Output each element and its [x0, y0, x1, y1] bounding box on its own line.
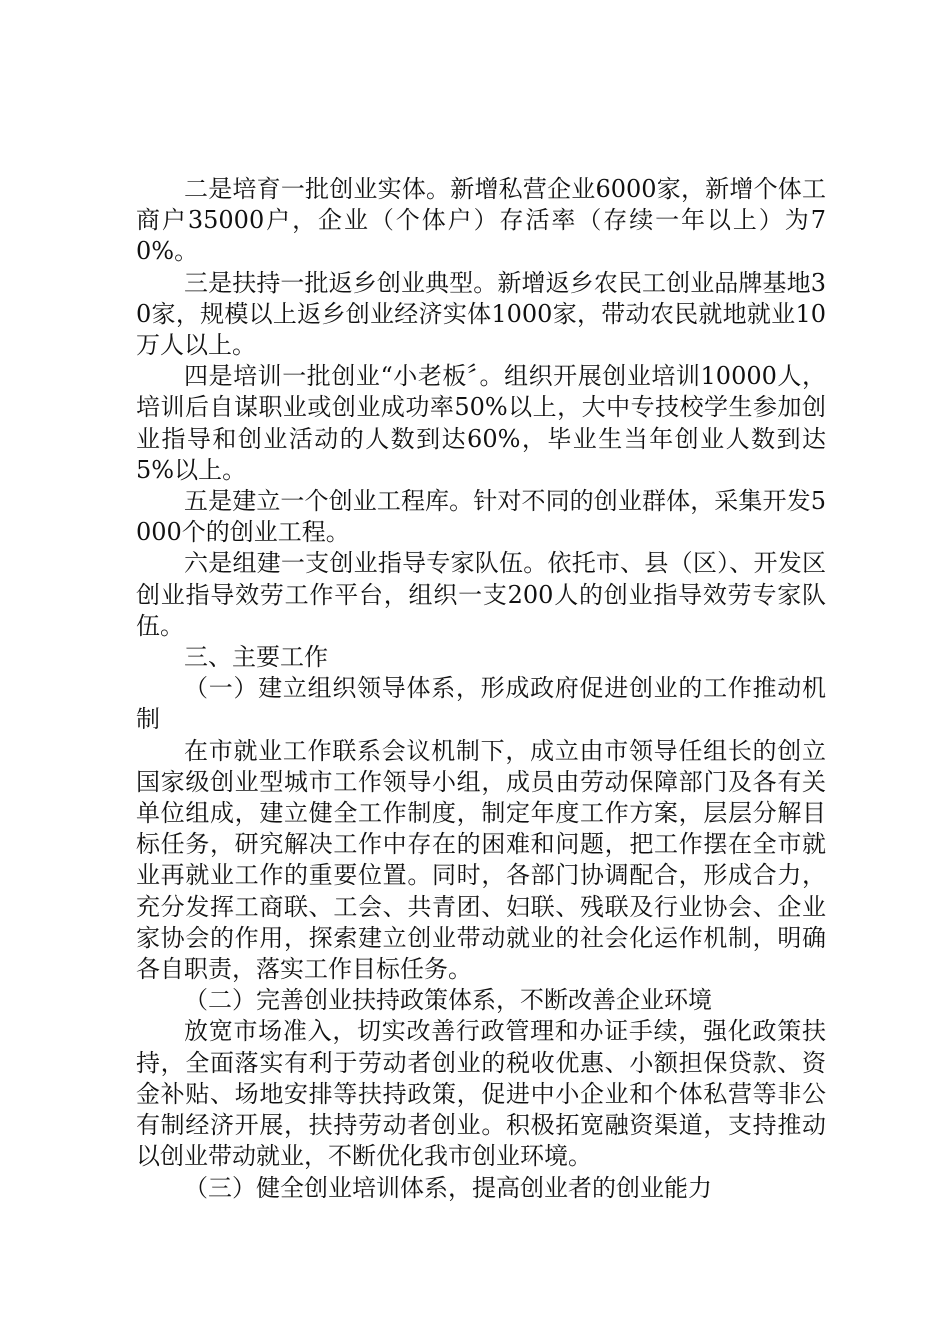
section-heading-main-work: 三、主要工作 — [184, 643, 328, 672]
paragraph-target-returnees: 三是扶持一批返乡创业典型。新增返乡农民工创业品牌基地30家，规模以上返乡创业经济实体1000家，带动农民就地就业10万人以上。 — [136, 268, 826, 360]
subheading-policy-system: （二）完善创业扶持政策体系，不断改善企业环境 — [184, 986, 712, 1015]
subheading-organization-system: （一）建立组织领导体系，形成政府促进创业的工作推动机制 — [136, 674, 826, 734]
paragraph-organization-system: 在市就业工作联系会议机制下，成立由市领导任组长的创立国家级创业型城市工作领导小组，成员由劳动保障部门及各有关单位组成，建立健全工作制度，制定年度工作方案，层层分解目标任务，研究解决工作中存在的困难和问题，把工作摆在全市就业再就业工作的重要位置。同时，各部门协调配合，形成合力，充分发挥工商联、工会、共青团、妇联、残联及行业协会、企业家协会的作用，探索建立创业带动就业的社会化运作机制，明确各自职责，落实工作目标任务。 — [136, 736, 826, 984]
paragraph-target-expert-team: 六是组建一支创业指导专家队伍。依托市、县（区）、开发区创业指导效劳工作平台，组织一支200人的创业指导效劳专家队伍。 — [136, 549, 826, 640]
paragraph-target-project-library: 五是建立一个创业工程库。针对不同的创业群体，采集开发5000个的创业工程。 — [136, 487, 826, 547]
subheading-training-system: （三）健全创业培训体系，提高创业者的创业能力 — [184, 1173, 712, 1202]
paragraph-policy-system: 放宽市场准入，切实改善行政管理和办证手续，强化政策扶持，全面落实有利于劳动者创业的税收优惠、小额担保贷款、资金补贴、场地安排等扶持政策，促进中小企业和个体私营等非公有制经济开展，扶持劳动者创业。积极拓宽融资渠道，支持推动以创业带动就业，不断优化我市创业环境。 — [136, 1017, 826, 1171]
paragraph-target-training: 四是培训一批创业“小老板〞。组织开展创业培训10000人，培训后自谋职业或创业成功率50%以上，大中专技校学生参加创业指导和创业活动的人数到达60%，毕业生当年创业人数到达5%以上。 — [136, 362, 826, 484]
paragraph-target-entities: 二是培育一批创业实体。新增私营企业6000家，新增个体工商户35000户，企业（个体户）存活率（存续一年以上）为70%。 — [136, 175, 826, 266]
document-page — [136, 174, 826, 1204]
